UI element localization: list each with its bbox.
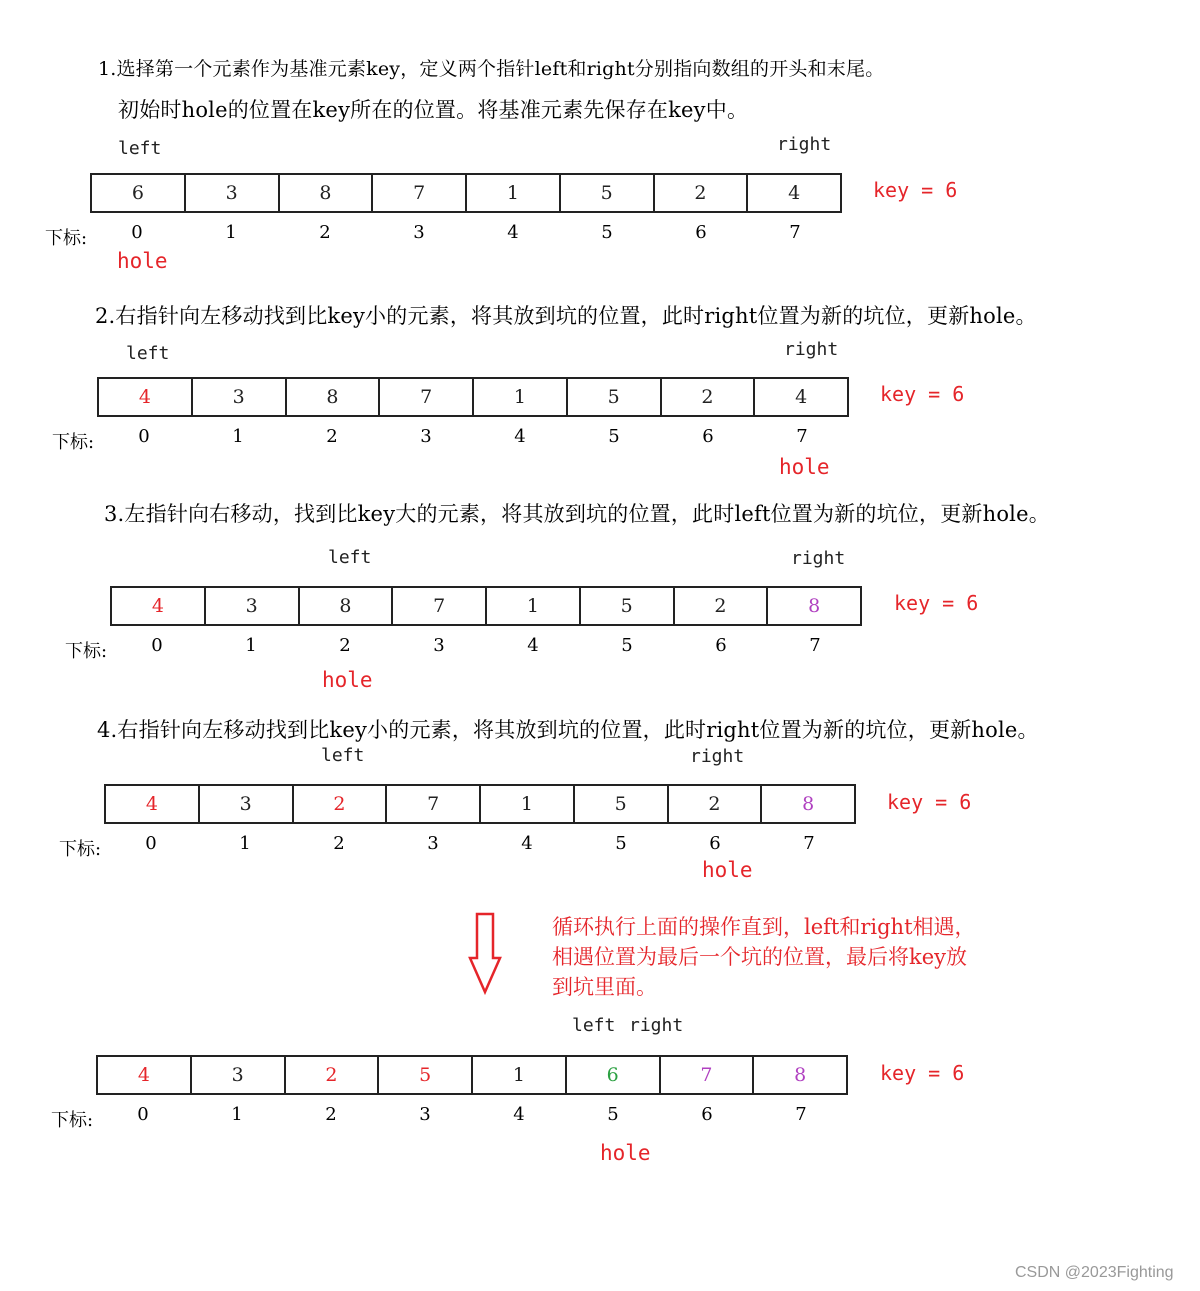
array-index: 7 — [789, 222, 801, 243]
array-index: 6 — [702, 426, 714, 447]
array-index: 2 — [319, 222, 331, 243]
array-cell: 8 — [794, 1064, 807, 1086]
array-row — [110, 586, 862, 626]
array-cell: 6 — [92, 175, 186, 211]
array-index: 7 — [795, 1104, 807, 1125]
hole-label: hole — [702, 858, 753, 882]
index-label: 下标: — [51, 1110, 94, 1131]
array-cell: 5 — [561, 175, 655, 211]
hole-label: hole — [322, 668, 373, 692]
loop-note: 循环执行上面的操作直到，left和right相遇，相遇位置为最后一个坑的位置，最后将key放到坑里面。 — [552, 915, 976, 999]
array-index: 4 — [521, 833, 533, 854]
step4-text: 4.右指针向左移动找到比key小的元素，将其放到坑的位置，此时right位置为新的坑位，更新hole。 — [97, 718, 1039, 742]
array-index: 1 — [232, 426, 244, 447]
index-label: 下标: — [45, 228, 88, 249]
right-pointer-label: right — [777, 134, 832, 155]
down-arrow-icon — [468, 912, 502, 996]
right-pointer-label: right — [690, 746, 745, 767]
array-index: 7 — [809, 635, 821, 656]
left-pointer-label: left — [328, 547, 372, 568]
left-pointer-label: left — [572, 1015, 616, 1036]
array-index: 0 — [131, 222, 143, 243]
array-row — [90, 173, 842, 213]
array-row — [104, 784, 856, 824]
hole-label: hole — [779, 455, 830, 479]
array-cell: 3 — [200, 786, 294, 822]
right-pointer-label: right — [791, 548, 846, 569]
array-cell: 7 — [393, 588, 487, 624]
array-cell: 8 — [280, 175, 374, 211]
array-index: 0 — [145, 833, 157, 854]
key-label: key = 6 — [887, 790, 972, 814]
step1-text-line1: 1.选择第一个元素作为基准元素key，定义两个指针left和right分别指向数组的开头和末尾。 — [98, 58, 885, 80]
right-pointer-label: right — [629, 1015, 684, 1036]
array-index: 0 — [138, 426, 150, 447]
array-index: 4 — [507, 222, 519, 243]
key-label: key = 6 — [880, 382, 965, 406]
array-cell: 5 — [568, 379, 662, 415]
array-cell: 3 — [186, 175, 280, 211]
array-cell: 4 — [106, 786, 200, 822]
array-index: 5 — [608, 426, 620, 447]
array-index: 2 — [326, 426, 338, 447]
array-index: 5 — [601, 222, 613, 243]
array-cell: 4 — [99, 379, 193, 415]
array-index: 7 — [803, 833, 815, 854]
array-cell: 7 — [387, 786, 481, 822]
step3-text: 3.左指针向右移动，找到比key大的元素，将其放到坑的位置，此时left位置为新的坑位，更新hole。 — [104, 502, 1050, 526]
array-index: 6 — [715, 635, 727, 656]
array-index: 3 — [427, 833, 439, 854]
array-cell: 8 — [808, 595, 821, 617]
key-label: key = 6 — [894, 591, 979, 615]
array-cell: 6 — [567, 1057, 661, 1093]
array-row — [97, 377, 849, 417]
array-cell: 7 — [661, 1057, 755, 1093]
array-index: 3 — [419, 1104, 431, 1125]
array-index: 5 — [607, 1104, 619, 1125]
array-cell: 2 — [294, 786, 388, 822]
array-cell: 4 — [112, 588, 206, 624]
array-cell: 2 — [286, 1057, 380, 1093]
array-cell: 8 — [300, 588, 394, 624]
array-cell: 7 — [380, 379, 474, 415]
left-pointer-label: left — [321, 745, 365, 766]
array-index: 1 — [225, 222, 237, 243]
array-cell: 1 — [481, 786, 575, 822]
step1-text-line2: 初始时hole的位置在key所在的位置。将基准元素先保存在key中。 — [118, 98, 749, 122]
array-cell: 2 — [655, 175, 749, 211]
array-index: 2 — [339, 635, 351, 656]
array-index: 2 — [333, 833, 345, 854]
array-index: 5 — [615, 833, 627, 854]
array-index: 4 — [527, 635, 539, 656]
hole-label: hole — [117, 249, 168, 273]
array-index: 3 — [433, 635, 445, 656]
hole-label: hole — [600, 1141, 651, 1165]
array-cell: 5 — [379, 1057, 473, 1093]
array-index: 1 — [231, 1104, 243, 1125]
left-pointer-label: left — [126, 343, 170, 364]
array-cell: 4 — [788, 182, 801, 204]
watermark: CSDN @2023Fighting — [1015, 1264, 1174, 1281]
array-index: 3 — [420, 426, 432, 447]
array-cell: 3 — [192, 1057, 286, 1093]
array-cell: 4 — [795, 386, 808, 408]
array-index: 4 — [513, 1104, 525, 1125]
array-cell: 3 — [193, 379, 287, 415]
array-cell: 2 — [662, 379, 756, 415]
array-cell: 2 — [669, 786, 763, 822]
array-index: 1 — [239, 833, 251, 854]
index-label: 下标: — [65, 641, 108, 662]
array-cell: 1 — [487, 588, 581, 624]
array-cell: 2 — [675, 588, 769, 624]
array-index: 6 — [695, 222, 707, 243]
array-index: 4 — [514, 426, 526, 447]
right-pointer-label: right — [784, 339, 839, 360]
array-index: 2 — [325, 1104, 337, 1125]
array-cell: 7 — [373, 175, 467, 211]
array-index: 1 — [245, 635, 257, 656]
array-index: 6 — [701, 1104, 713, 1125]
key-label: key = 6 — [880, 1061, 965, 1085]
array-cell: 5 — [581, 588, 675, 624]
array-index: 0 — [137, 1104, 149, 1125]
array-cell: 1 — [474, 379, 568, 415]
array-index: 0 — [151, 635, 163, 656]
left-pointer-label: left — [118, 138, 162, 159]
array-index: 6 — [709, 833, 721, 854]
index-label: 下标: — [59, 839, 102, 860]
array-cell: 3 — [206, 588, 300, 624]
array-row — [96, 1055, 848, 1095]
array-index: 5 — [621, 635, 633, 656]
key-label: key = 6 — [873, 178, 958, 202]
array-cell: 8 — [287, 379, 381, 415]
array-cell: 1 — [473, 1057, 567, 1093]
array-cell: 1 — [467, 175, 561, 211]
array-index: 7 — [796, 426, 808, 447]
array-cell: 8 — [802, 793, 815, 815]
step2-text: 2.右指针向左移动找到比key小的元素，将其放到坑的位置，此时right位置为新的坑位，更新hole。 — [95, 304, 1037, 328]
array-index: 3 — [413, 222, 425, 243]
array-cell: 5 — [575, 786, 669, 822]
array-cell: 4 — [98, 1057, 192, 1093]
index-label: 下标: — [52, 432, 95, 453]
